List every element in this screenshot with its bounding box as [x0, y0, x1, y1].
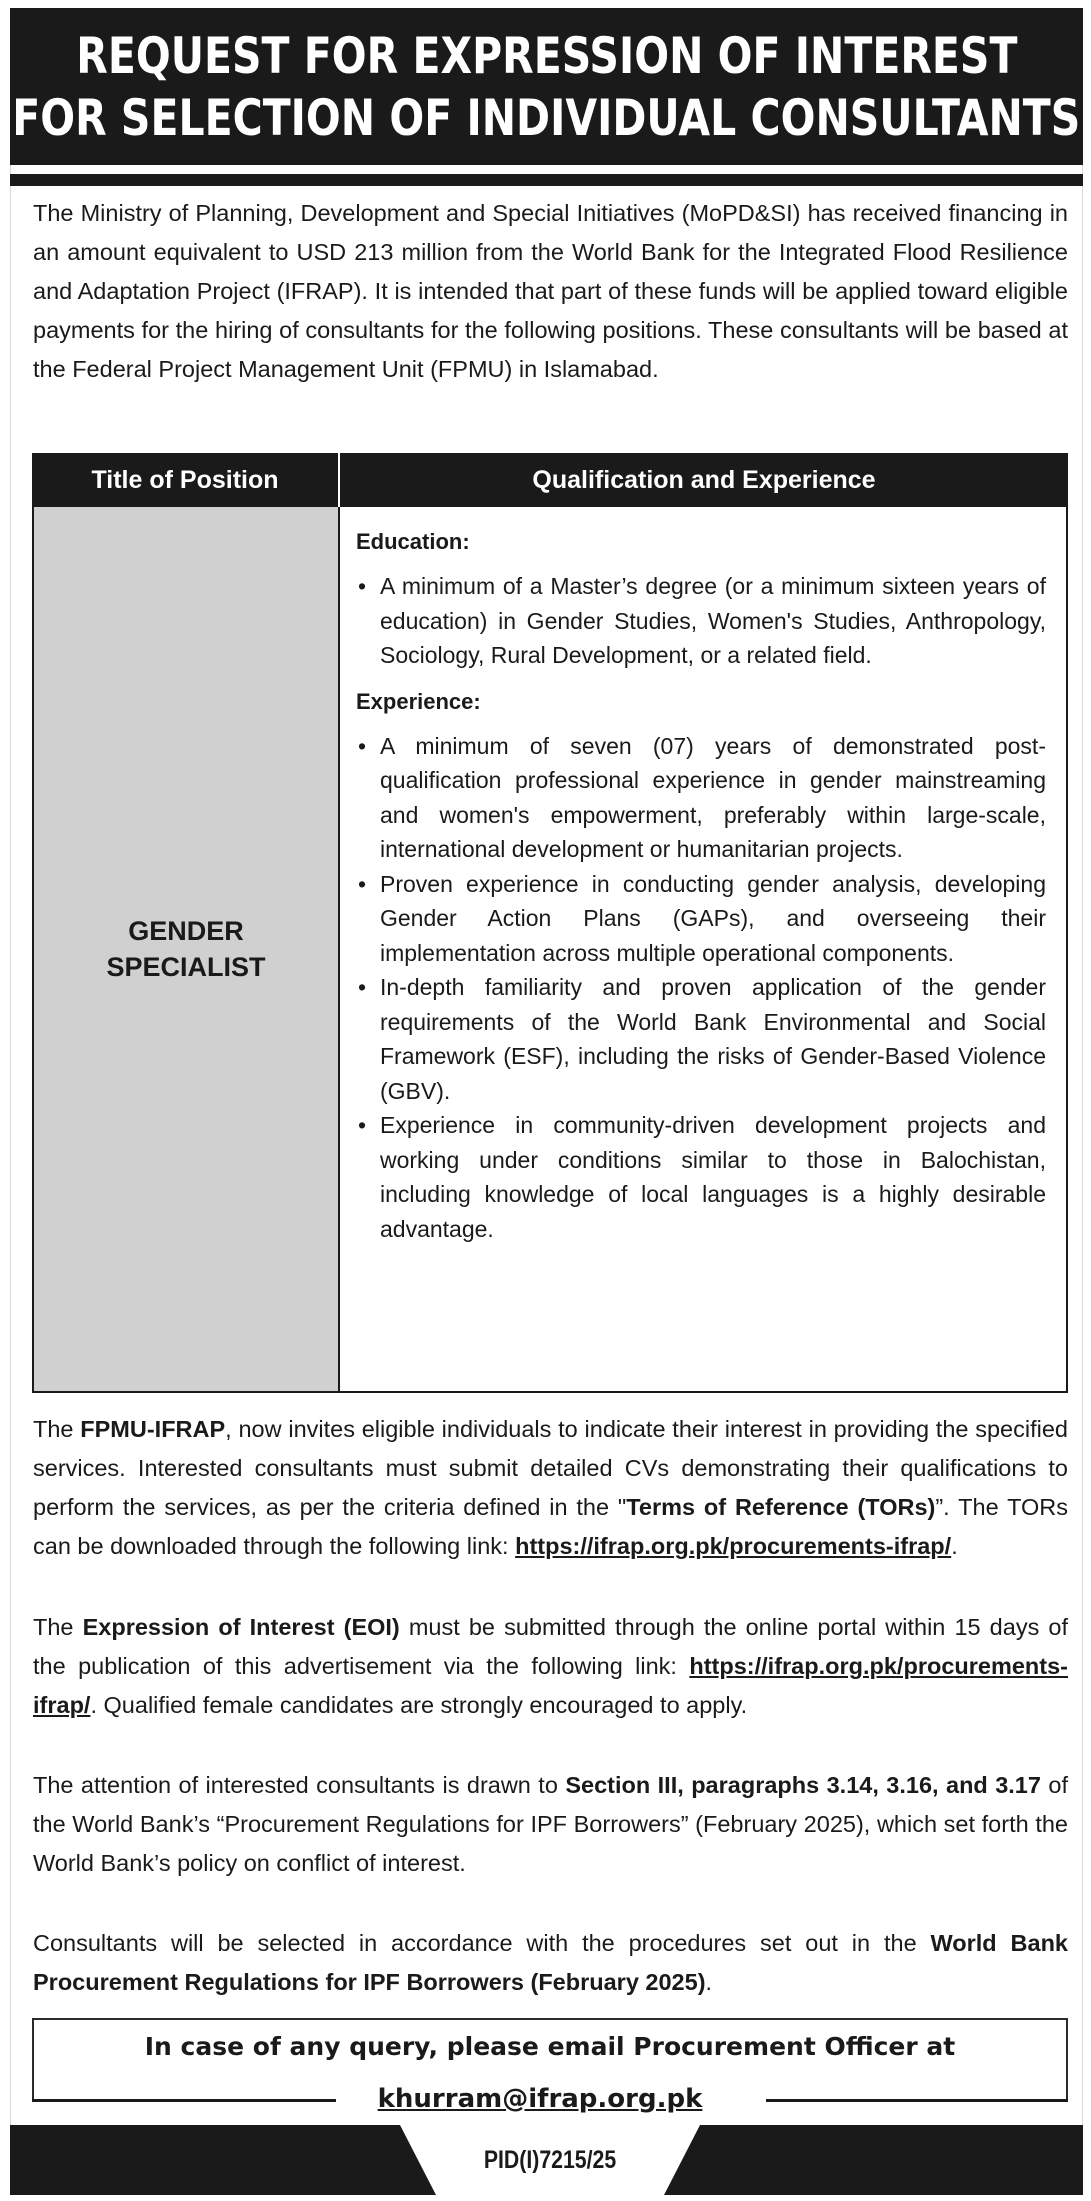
experience-heading: Experience:: [356, 688, 481, 714]
table-header-row: [32, 453, 1068, 507]
positions-table: [32, 453, 1068, 1393]
fpmu-ifrap-bold: FPMU-IFRAP: [80, 1416, 226, 1442]
query-email-link[interactable]: khurram@ifrap.org.pk: [340, 2082, 740, 2116]
intro-paragraph: The Ministry of Planning, Development and Special Initiatives (MoPD&SI) has received financing in an amount equivalent to USD 213 million from the World Bank for the Integrated Flood Resilience and Adaptation Project (IFRAP). It is intended that part of these funds will be applied toward eligible payments for the hiring of consultants for the following positions. These consultants will be based at the Federal Project Management Unit (FPMU) in Islamabad.: [33, 200, 1068, 382]
query-box-bottom-left: [32, 2099, 336, 2102]
pid-number: PID(I)7215/25: [483, 2146, 617, 2174]
position-title-line-2: SPECIALIST: [106, 952, 266, 982]
education-heading: Education:: [356, 529, 470, 554]
bullet-icon: •: [358, 732, 367, 759]
title-line-1: REQUEST FOR EXPRESSION OF INTEREST: [75, 26, 1018, 85]
header-title-of-position: Title of Position: [91, 465, 279, 494]
selection-procedure-paragraph: Consultants will be selected in accordance with the procedures set out in the World Bank Procurement Regulations for IPF Borrowers (February 2025).: [33, 1930, 1068, 1995]
qualification-cell: [340, 507, 1066, 1391]
experience-item: • A minimum of seven (07) years of demonstrated post-qualification professional experience in gender mainstreaming and women's empowerment, preferably within large-scale, international development or humanitarian projects.: [356, 729, 1046, 867]
position-cell: [34, 507, 340, 1391]
experience-item: • In-depth familiarity and proven application of the gender requirements of the World Bank Environmental and Social Framework (ESF), including the risks of Gender-Based Violence (GBV).: [356, 970, 1046, 1108]
experience-item: • Experience in community-driven development projects and working under conditions similar to those in Balochistan, including knowledge of local languages is a highly desirable advantage.: [356, 1108, 1046, 1246]
experience-list: [356, 729, 1046, 1247]
invitation-paragraph: The FPMU-IFRAP, now invites eligible individuals to indicate their interest in providing the specified services. Interested consultants must submit detailed CVs demonstrating their qualifications to perform the services, as per the criteria defined in the "Terms of Reference (TORs)”. The TORs can be downloaded through the following link: https://ifrap.org.pk/procurements-ifrap/.: [33, 1416, 1068, 1559]
conflict-of-interest-paragraph: The attention of interested consultants is drawn to Section III, paragraphs 3.14, 3.16, and 3.17 of the World Bank’s “Procurement Regulations for IPF Borrowers” (February 2025), which set forth the World Bank’s policy on conflict of interest.: [33, 1772, 1068, 1876]
bullet-icon: •: [358, 1112, 367, 1138]
title-line-2: FOR SELECTION OF INDIVIDUAL CONSULTANTS: [12, 88, 1081, 147]
bullet-icon: •: [358, 870, 367, 897]
title-banner: [10, 8, 1083, 165]
query-text: In case of any query, please email Procurement Officer at: [144, 2032, 956, 2061]
education-item: • A minimum of a Master’s degree (or a minimum sixteen years of education) in Gender Studies, Women's Studies, Anthropology, Sociology, Rural Development, or a related field.: [356, 569, 1046, 673]
position-title: [106, 913, 265, 985]
header-qualification: Qualification and Experience: [532, 465, 876, 494]
eoi-paragraph: The Expression of Interest (EOI) must be submitted through the online portal within 15 days of the publication of this advertisement via the following link: https://ifrap.org.pk/procurements-ifrap/. Qualified female candidates are strongly encouraged to apply.: [33, 1614, 1069, 1718]
bullet-icon: •: [358, 573, 367, 599]
experience-item: • Proven experience in conducting gender analysis, developing Gender Action Plans (GAPs), and overseeing their implementation across multiple operational components.: [356, 867, 1046, 971]
section-reference-bold: Section III, paragraphs 3.14, 3.16, and 3.17: [565, 1772, 1041, 1798]
position-title-line-1: GENDER: [128, 916, 244, 946]
tors-download-link[interactable]: https://ifrap.org.pk/procurements-ifrap/: [515, 1533, 952, 1559]
query-box-bottom-right: [766, 2099, 1068, 2102]
bullet-icon: •: [358, 974, 367, 1000]
eoi-portal-link[interactable]: https://ifrap.org.pk/procurements-ifrap/: [33, 1653, 1068, 1718]
education-list: [356, 569, 1046, 673]
eoi-bold: Expression of Interest (EOI): [82, 1614, 400, 1640]
tors-bold: Terms of Reference (TORs): [626, 1494, 936, 1520]
title-underbar: [10, 174, 1083, 186]
regulations-bold: World Bank Procurement Regulations for IPF Borrowers (February 2025): [33, 1930, 1068, 1995]
